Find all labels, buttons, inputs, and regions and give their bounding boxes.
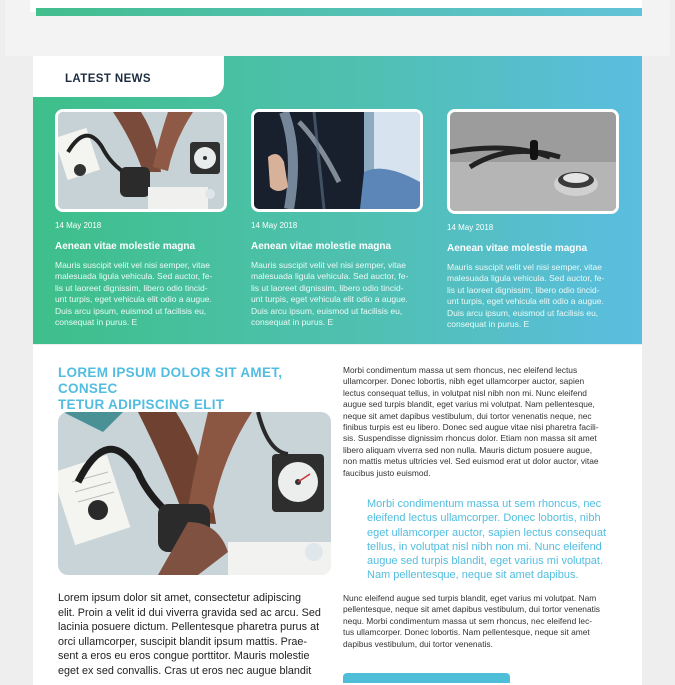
article-body-paragraph-1: Morbi condimentum massa ut sem rhoncus, nec eleifend lectus ullamcorper. Donec lobortis, nibh eget ullamcorper auctor, sapien lectus consequat tellus, in volutpat nisl nibh non mi. Nunc eleifend augue sed turpis blandit, eget varius mi volutpat. Nam pellentesque, neque sit amet dapibus vestibulum, dui tortor venenatis neque, nec finibus turpis est eu libero. Donec sed augue vitae nisi pharetra facili- sis. Suspendisse dignissim rhoncus dolor. Etiam non massa sit amet libero aliquam viverra sed non nulla. Mauris dictum posuere augue, non mattis metus ultricies vel. Sed euismod erat ut dolor auctor, vitae faucibus justo euismod. — [343, 365, 599, 478]
news-date: 14 May 2018 — [447, 223, 494, 232]
article-main-image — [58, 412, 331, 575]
news-title[interactable]: Aenean vitae molestie magna — [55, 241, 196, 252]
news-image-stethoscope-bw[interactable] — [447, 109, 619, 214]
news-card[interactable] — [447, 109, 619, 330]
latest-news-section — [33, 56, 642, 344]
news-excerpt: Mauris suscipit velit vel nisi semper, vitae malesuada ligula vehicula. Sed auctor, fe- lis ut laoreet dignissim, libero odio tincid- unt turpis, eget vehicula elit odio a augue. Duis arcu ipsum, euismod ut facilisis eu, consequat in purus. E — [447, 262, 605, 330]
news-card[interactable] — [55, 109, 227, 328]
news-excerpt: Mauris suscipit velit vel nisi semper, vitae malesuada ligula vehicula. Sed auctor, fe- lis ut laoreet dignissim, libero odio tincid- unt turpis, eget vehicula elit odio a augue. Duis arcu ipsum, euismod ut facilisis eu, consequat in purus. E — [55, 260, 213, 328]
previous-section-gradient-bar — [36, 8, 642, 16]
news-date: 14 May 2018 — [55, 221, 102, 230]
news-title[interactable]: Aenean vitae molestie magna — [251, 241, 392, 252]
news-excerpt: Mauris suscipit velit vel nisi semper, vitae malesuada ligula vehicula. Sed auctor, fe- lis ut laoreet dignissim, libero odio tincid- unt turpis, eget vehicula elit odio a augue. Duis arcu ipsum, euismod ut facilisis eu, consequat in purus. E — [251, 260, 409, 328]
article-pull-quote: Morbi condimentum massa ut sem rhoncus, nec eleifend lectus ullamcorper. Donec lobortis, nibh eget ullamcorper auctor, sapien lectus consequat tellus, in volutpat nisl nibh non mi. Nunc eleifend augue sed turpis blandit, eget varius mi volutpat. Nam pellentesque, neque sit amet dapibus. — [367, 498, 607, 582]
news-title[interactable]: Aenean vitae molestie magna — [447, 243, 588, 254]
latest-news-tab — [33, 56, 224, 97]
news-image-xray[interactable] — [251, 109, 423, 212]
news-image-stethoscope[interactable] — [55, 109, 227, 212]
article-body-paragraph-2: Nunc eleifend augue sed turpis blandit, eget varius mi volutpat. Nam pellentesque, neque sit amet dapibus vestibulum, dui tortor venenatis nequ. Morbi condimentum massa ut sem rhoncus, nec eleifend lec- tus ullamcorper. Donec lobortis. Nam pellentesque, neque sit amet dapibus vestibulum, dui tortor venenatis. — [343, 593, 600, 649]
news-date: 14 May 2018 — [251, 221, 298, 230]
latest-news-heading: LATEST NEWS — [65, 73, 151, 85]
feature-article — [33, 345, 642, 685]
article-headline: LOREM IPSUM DOLOR SIT AMET, CONSEC TETUR ADIPISCING ELIT — [58, 365, 283, 412]
news-card[interactable] — [251, 109, 423, 328]
article-lead-paragraph: Lorem ipsum dolor sit amet, consectetur adipiscing elit. Proin a velit id dui viverra gravida sed ac arcu. Sed lacinia posuere dictum. Pellentesque pharetra purus at orci ullamcorper, suscipit blandit ipsum mattis. Prae- sent a eros eu eros congue porttitor. Mauris molestie eget ex sed convallis. Cras ut eros nec augue blandit — [58, 592, 321, 677]
